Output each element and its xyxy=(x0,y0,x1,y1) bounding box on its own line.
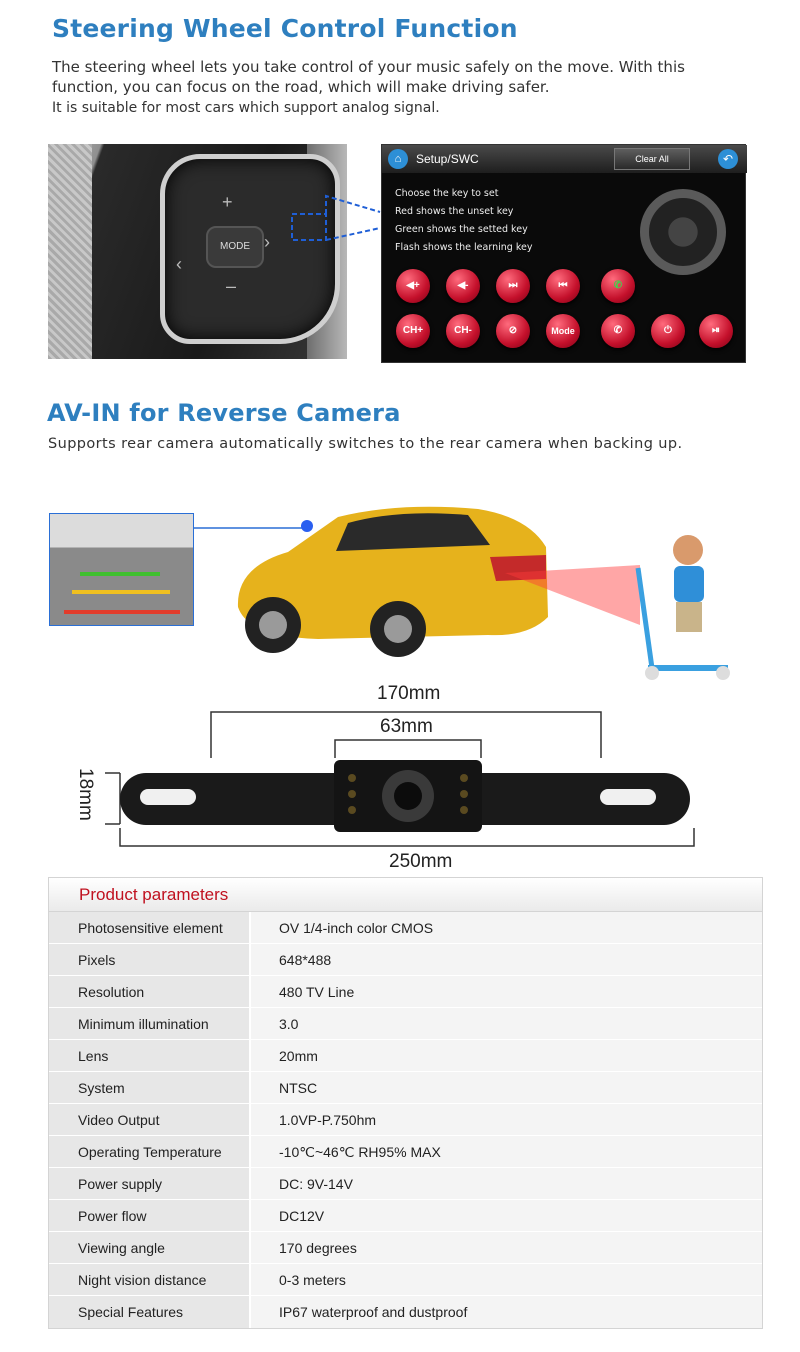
child-on-scooter-illustration xyxy=(628,528,733,683)
instruction-line: Choose the key to set xyxy=(395,188,499,199)
param-value: 480 TV Line xyxy=(251,976,762,1007)
wheel-grip xyxy=(48,144,92,359)
param-value: OV 1/4-inch color CMOS xyxy=(251,912,762,943)
param-value: NTSC xyxy=(251,1072,762,1103)
param-label: Operating Temperature xyxy=(49,1136,251,1167)
volume-down-key: ◀- xyxy=(446,269,480,303)
param-value: IP67 waterproof and dustproof xyxy=(251,1296,762,1328)
product-parameters-heading: Product parameters xyxy=(49,878,762,912)
steering-wheel-photo xyxy=(48,144,347,359)
swc-description-line1: The steering wheel lets you take control of your music safely on the move. With this xyxy=(52,58,685,76)
param-value: -10℃~46℃ RH95% MAX xyxy=(251,1136,762,1167)
dimension-camera-width: 63mm xyxy=(380,716,433,737)
table-row xyxy=(49,912,762,944)
param-label: Power supply xyxy=(49,1168,251,1199)
param-value: DC12V xyxy=(251,1200,762,1231)
table-row xyxy=(49,1136,762,1168)
instruction-line: Green shows the setted key xyxy=(395,224,528,235)
wheel-mode-button: MODE xyxy=(206,226,264,268)
home-icon: ⌂ xyxy=(388,149,408,169)
rear-view-screen-photo xyxy=(49,513,194,626)
param-label: Resolution xyxy=(49,976,251,1007)
param-label: System xyxy=(49,1072,251,1103)
dimension-height: 18mm xyxy=(75,768,96,821)
instruction-line: Red shows the unset key xyxy=(395,206,514,217)
table-row xyxy=(49,1296,762,1328)
table-row xyxy=(49,1232,762,1264)
table-row xyxy=(49,1072,762,1104)
param-value: 648*488 xyxy=(251,944,762,975)
dashed-connector xyxy=(290,190,390,250)
table-row xyxy=(49,1008,762,1040)
table-row xyxy=(49,1264,762,1296)
screen-title-bar xyxy=(382,145,747,173)
plus-icon: + xyxy=(222,192,233,212)
param-label: Minimum illumination xyxy=(49,1008,251,1039)
play-pause-key: ⏯ xyxy=(699,314,733,348)
param-value: 20mm xyxy=(251,1040,762,1071)
param-label: Special Features xyxy=(49,1296,251,1328)
back-icon: ↶ xyxy=(718,149,738,169)
param-label: Lens xyxy=(49,1040,251,1071)
swc-description-line2: function, you can focus on the road, which will make driving safer. xyxy=(52,78,550,96)
param-label: Power flow xyxy=(49,1200,251,1231)
table-row xyxy=(49,1104,762,1136)
table-row xyxy=(49,1200,762,1232)
camera-beam xyxy=(505,565,640,625)
avin-title: AV-IN for Reverse Camera xyxy=(47,399,401,427)
table-row xyxy=(49,976,762,1008)
guide-line-yellow xyxy=(72,590,170,594)
product-parameters-table xyxy=(48,877,763,1329)
param-value: 0-3 meters xyxy=(251,1264,762,1295)
param-label: Pixels xyxy=(49,944,251,975)
swc-description-line3: It is suitable for most cars which support analog signal. xyxy=(52,100,440,116)
table-row xyxy=(49,1040,762,1072)
power-key: ⏻ xyxy=(651,314,685,348)
guide-line-green xyxy=(80,572,160,576)
param-value: DC: 9V-14V xyxy=(251,1168,762,1199)
swc-title: Steering Wheel Control Function xyxy=(52,14,518,43)
swc-setup-screen xyxy=(381,144,746,363)
mute-key: ⊘ xyxy=(496,314,530,348)
dimension-overall-bottom: 250mm xyxy=(389,851,453,872)
param-value: 1.0VP-P.750hm xyxy=(251,1104,762,1135)
param-value: 170 degrees xyxy=(251,1232,762,1263)
param-label: Photosensitive element xyxy=(49,912,251,943)
avin-description: Supports rear camera automatically switches to the rear camera when backing up. xyxy=(48,436,683,452)
dimension-overall-top: 170mm xyxy=(377,683,441,704)
param-label: Video Output xyxy=(49,1104,251,1135)
mode-key: Mode xyxy=(546,314,580,348)
screen-title: Setup/SWC xyxy=(416,152,479,166)
param-label: Viewing angle xyxy=(49,1232,251,1263)
param-value: 3.0 xyxy=(251,1008,762,1039)
clear-all-button: Clear All xyxy=(614,148,690,170)
camera-dimension-diagram xyxy=(100,700,700,860)
prev-track-key: ⏮ xyxy=(546,269,580,303)
chevron-right-icon: › xyxy=(264,232,270,252)
minus-icon: – xyxy=(226,276,237,296)
table-row xyxy=(49,944,762,976)
call-answer-key: ✆ xyxy=(601,269,635,303)
call-hangup-key: ✆ xyxy=(601,314,635,348)
table-row xyxy=(49,1168,762,1200)
guide-line-red xyxy=(64,610,180,614)
channel-up-key: CH+ xyxy=(396,314,430,348)
steering-wheel-icon xyxy=(640,189,726,275)
instruction-line: Flash shows the learning key xyxy=(395,242,533,253)
volume-up-key: ◀+ xyxy=(396,269,430,303)
chevron-left-icon: ‹ xyxy=(176,254,182,274)
channel-down-key: CH- xyxy=(446,314,480,348)
param-label: Night vision distance xyxy=(49,1264,251,1295)
next-track-key: ⏭ xyxy=(496,269,530,303)
